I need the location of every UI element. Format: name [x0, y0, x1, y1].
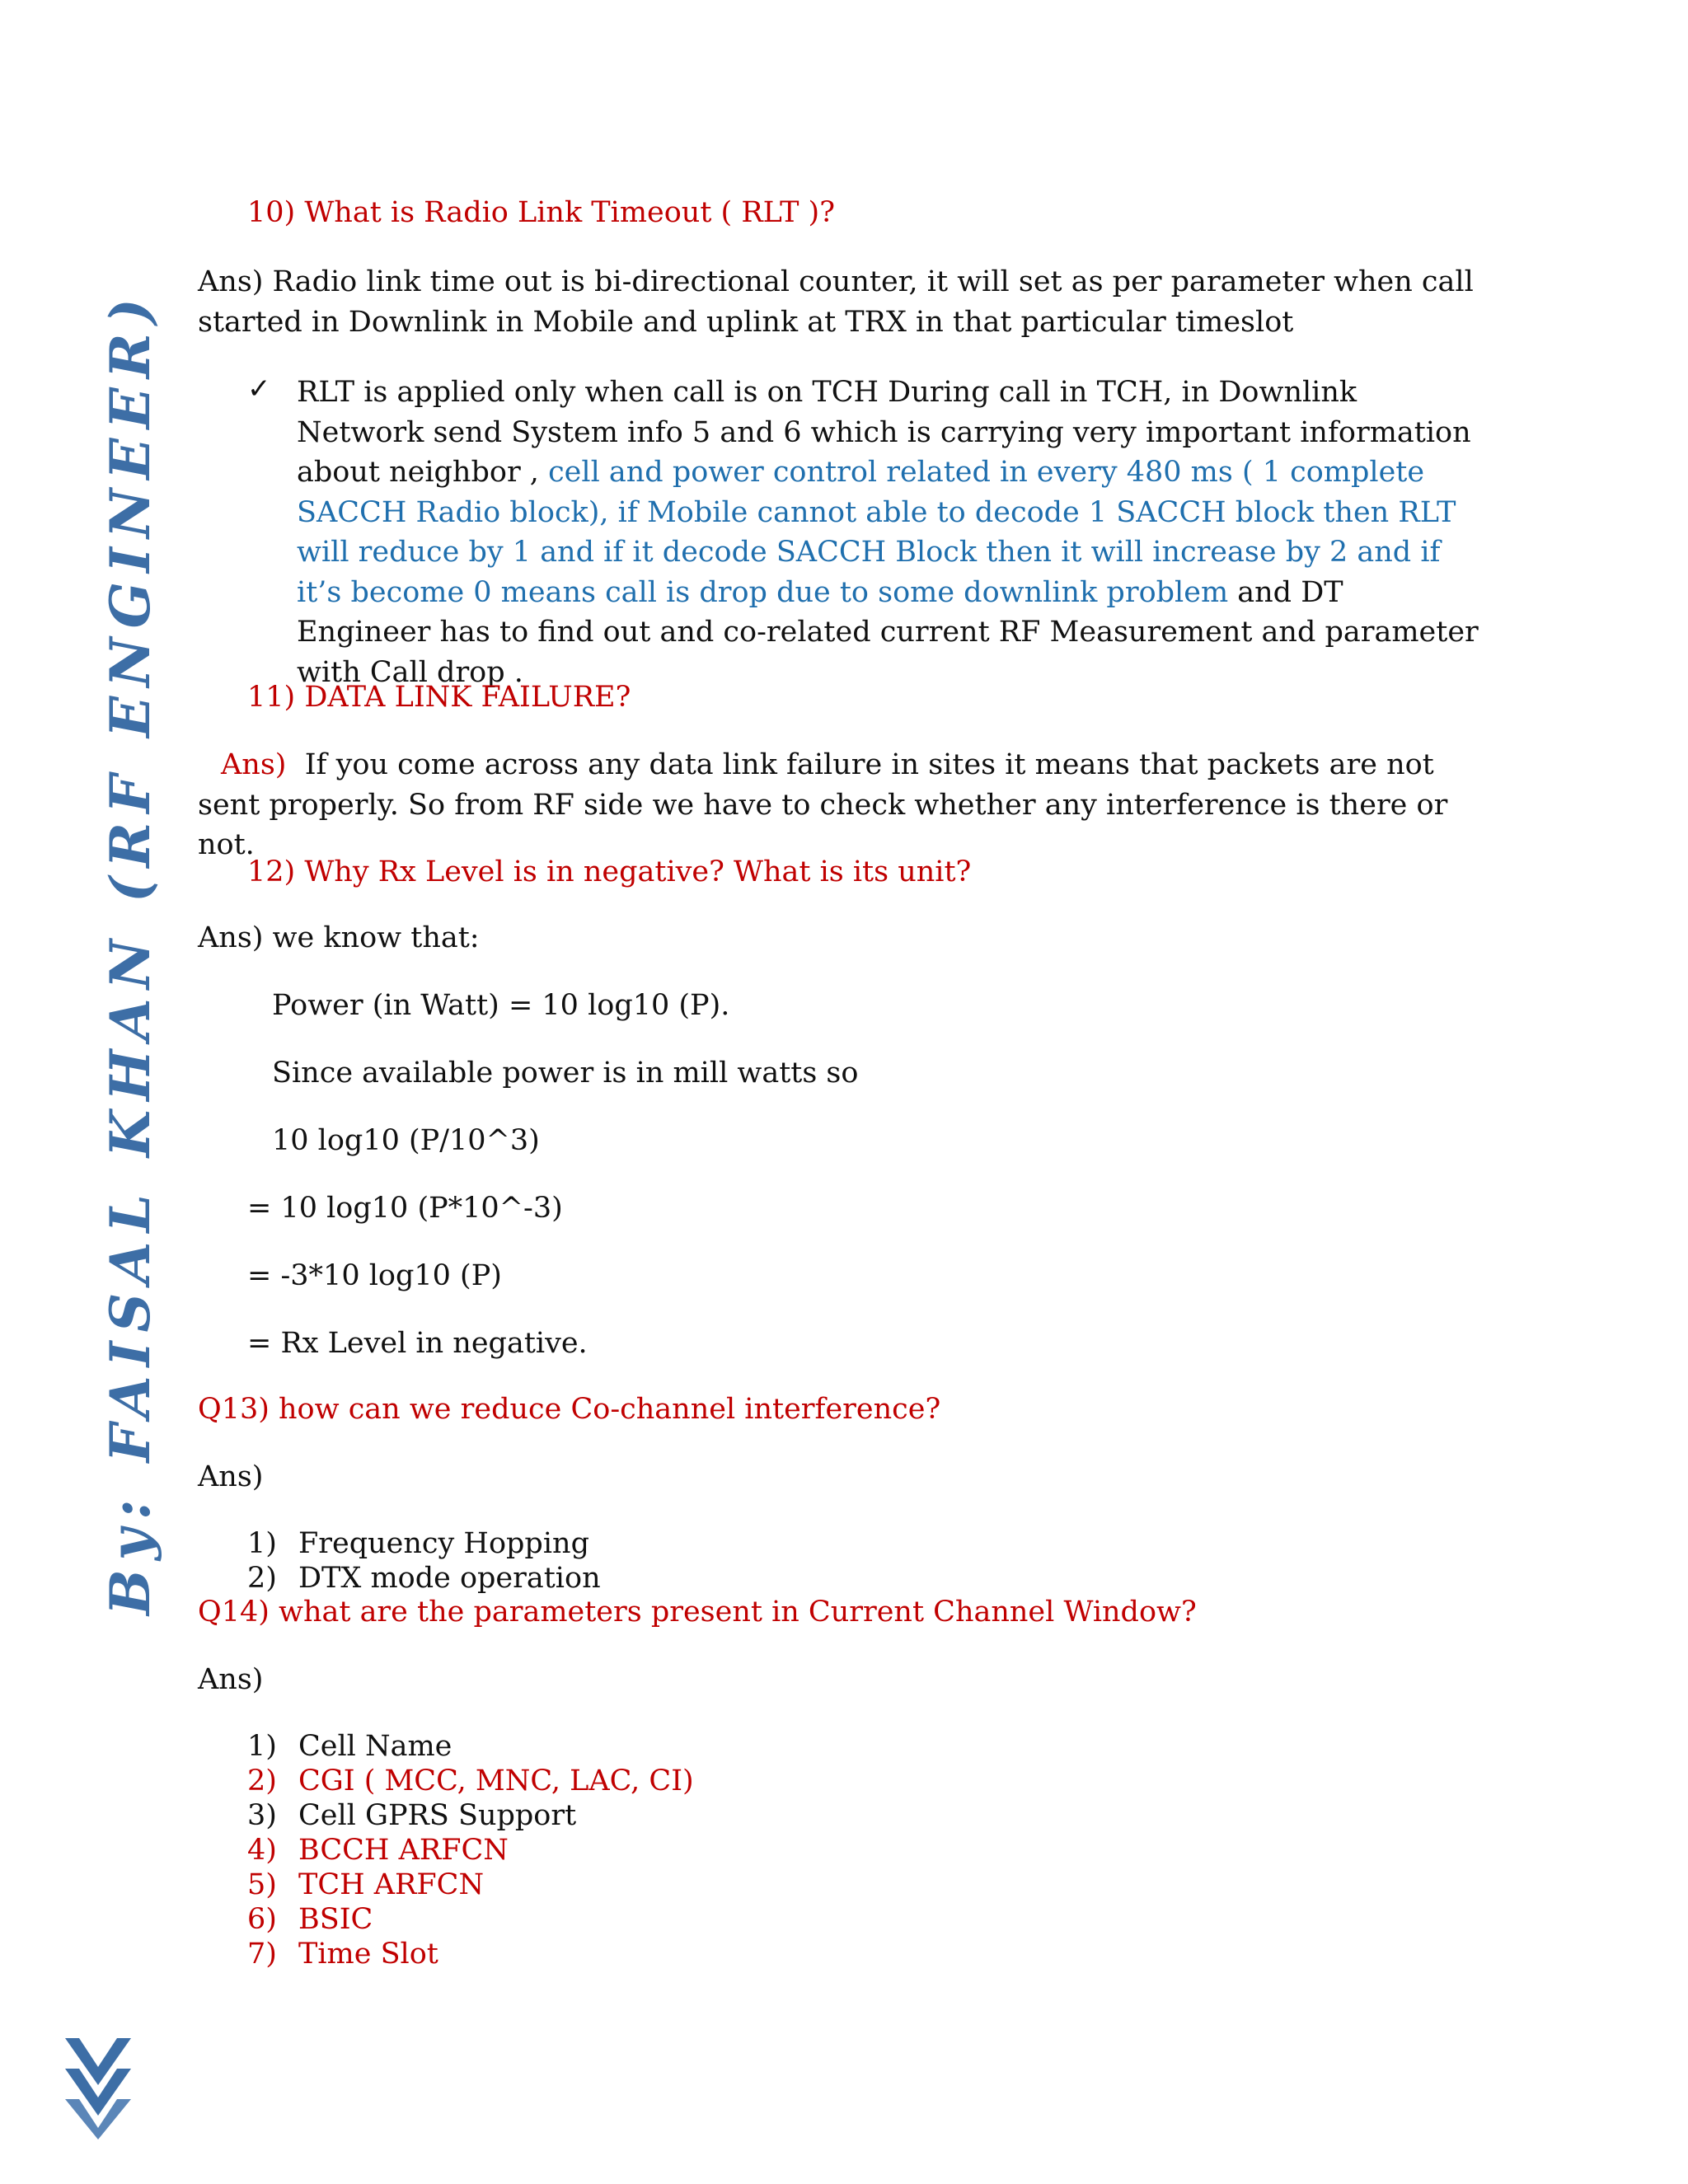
question-12: 12) Why Rx Level is in negative? What is its unit?	[247, 855, 972, 888]
answer-10: Ans) Radio link time out is bi-directional counter, it will set as per parameter when call started in Downlink in Mobile and uplink at TRX in that particular timeslot	[198, 265, 1474, 339]
bullet-text-black-end: and DT Engineer has to find out and co-related current RF Measurement and parameter with Call drop .	[297, 575, 1479, 689]
answer-13-label: Ans)	[198, 1460, 264, 1493]
formula-line-3: 10 log10 (P/10^3)	[272, 1124, 540, 1157]
question-11: 11) DATA LINK FAILURE?	[247, 681, 631, 714]
checkmark-icon: ✓	[247, 373, 271, 405]
author-watermark: By: FAISAL KHAN (RF ENGINEER)	[98, 289, 162, 1615]
list-item: 7) Time Slot	[247, 1938, 438, 1971]
bullet-text-blue: cell and power control related in every 480 ms ( 1 complete SACCH Radio block), if Mobile cannot able to decode 1 SACCH block then RLT will reduce by 1 and if it decode SACCH Block then it will increase by 2 and if it’s become 0 means call is drop due to some downlink problem	[297, 456, 1456, 609]
list-item: 3) Cell GPRS Support	[247, 1799, 577, 1832]
list-item: 6) BSIC	[247, 1903, 373, 1936]
question-13: Q13) how can we reduce Co-channel interference?	[198, 1393, 941, 1426]
list-item: 1) Cell Name	[247, 1730, 452, 1763]
answer-10-bullet	[297, 373, 1484, 692]
list-item: 4) BCCH ARFCN	[247, 1834, 509, 1867]
question-10: 10) What is Radio Link Timeout ( RLT )?	[247, 196, 835, 229]
list-item: 5) TCH ARFCN	[247, 1868, 485, 1901]
formula-line-2: Since available power is in mill watts so	[272, 1057, 859, 1090]
list-item: 2) DTX mode operation	[247, 1562, 601, 1595]
answer-11	[198, 745, 1467, 865]
bullet-text-black: RLT is applied only when call is on TCH During call in TCH, in Downlink Network send System info 5 and 6 which is carrying very important information about neighbor ,	[297, 376, 1471, 489]
list-item: 1) Frequency Hopping	[247, 1527, 589, 1560]
answer-12-intro: Ans) we know that:	[198, 921, 480, 954]
answer-14-label: Ans)	[198, 1663, 264, 1696]
answer-11-text: If you come across any data link failure in sites it means that packets are not sent properly. So from RF side we have to check whether any interference is there or not.	[198, 748, 1448, 861]
answer-13-list	[247, 1526, 601, 1596]
question-14: Q14) what are the parameters present in Current Channel Window?	[198, 1596, 1197, 1629]
double-chevron-down-icon	[61, 2034, 135, 2141]
formula-line-5: = -3*10 log10 (P)	[247, 1259, 502, 1292]
answer-14-list	[247, 1729, 694, 1971]
formula-line-6: = Rx Level in negative.	[247, 1327, 588, 1360]
formula-line-1: Power (in Watt) = 10 log10 (P).	[272, 989, 730, 1022]
list-item: 2) CGI ( MCC, MNC, LAC, CI)	[247, 1765, 694, 1797]
answer-11-label: Ans)	[221, 748, 287, 781]
formula-line-4: = 10 log10 (P*10^-3)	[247, 1192, 563, 1225]
